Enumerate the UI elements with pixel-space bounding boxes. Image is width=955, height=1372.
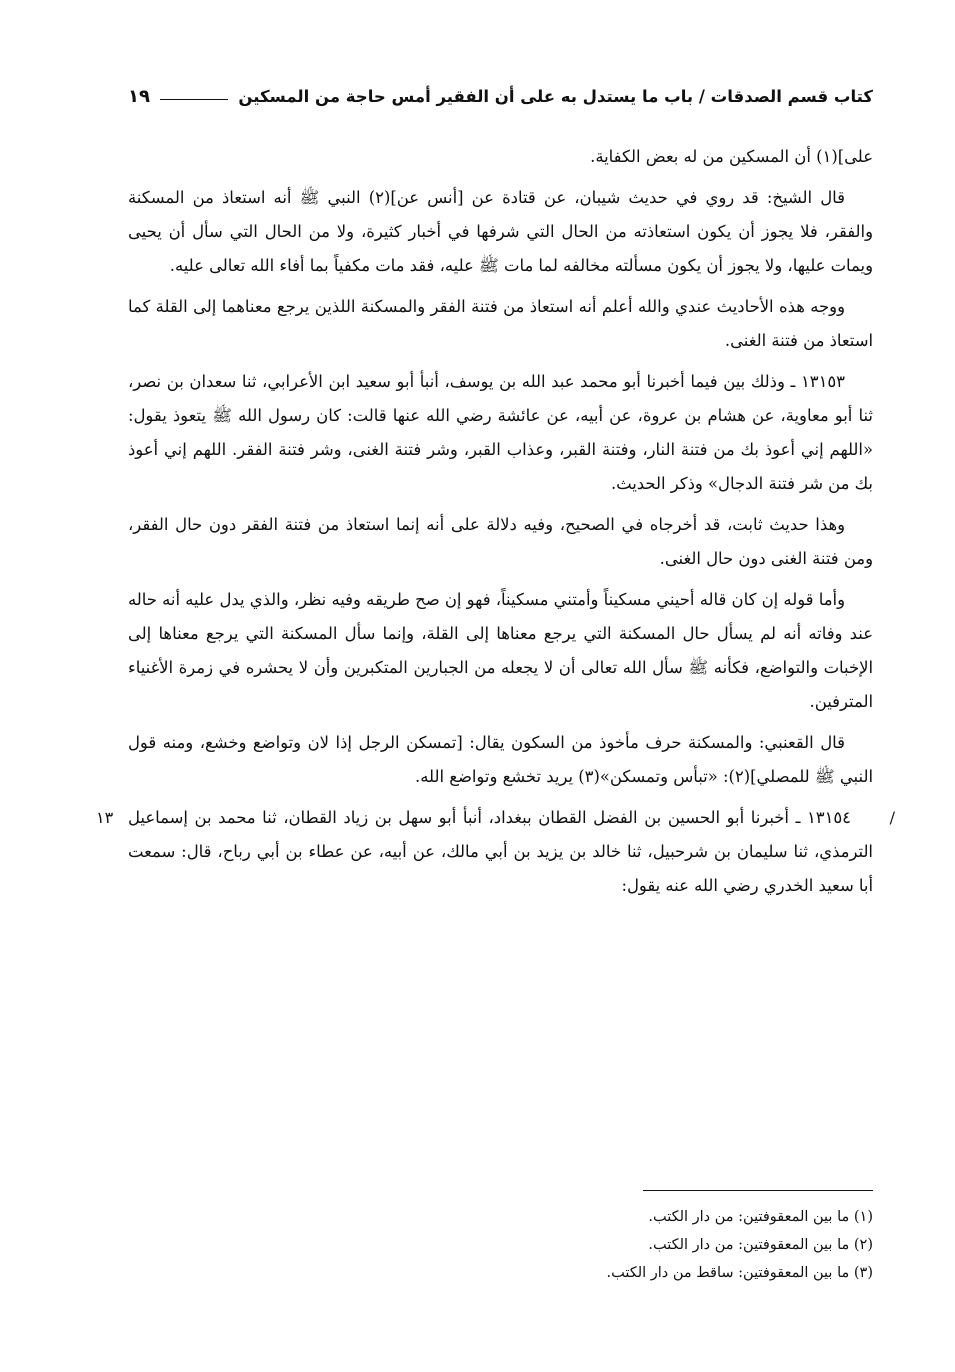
paragraph-continuation: على](١) أن المسكين من له بعض الكفاية. [590, 147, 873, 166]
margin-volume-number: ١٣ [96, 808, 114, 827]
paragraph-sheikh-comment: قال الشيخ: قد روي في حديث شيبان، عن قتادة عن [أنس عن](٢) النبي ﷺ أنه استعاذ من المسكنة والفقر، فلا يجوز أن يكون استعاذته من الحال التي شرفها في أخبار كثيرة، ولا من الحال التي سأل أن يحيى ويمات عليها، ولا يجوز أن يكون مسألته مخالفه لما مات ﷺ عليه، فقد مات مكفياً بما أفاء الله تعالى عليه. [128, 188, 873, 275]
paragraph-explanation: ووجه هذه الأحاديث عندي والله أعلم أنه استعاذ من فتنة الفقر والمسكنة اللذين يرجع معناهما إلى القلة كما استعاذ من فتنة الغنى. [128, 297, 873, 350]
paragraph-commentary: وأما قوله إن كان قاله أحيني مسكيناً وأمتني مسكيناً، فهو إن صح طريقه وفيه نظر، والذي يدل عليه أنه حاله عند وفاته أنه لم يسأل حال المسكنة التي يرجع معناها إلى القلة، وإنما سأل المسكنة التي يرجع معناها إلى الإخبات والتواضع، فكأنه ﷺ سأل الله تعالى أن لا يجعله من الجبارين المتكبرين وأن لا يحشره في زمرة الأغنياء المترفين. [128, 590, 873, 711]
footnote-separator [643, 1190, 873, 1191]
footnotes [128, 1203, 873, 1287]
page-number: ١٩ [128, 85, 150, 107]
paragraph-hadith-13154 [96, 801, 895, 903]
footnote-1: (١) ما بين المعقوفتين: من دار الكتب. [648, 1209, 873, 1225]
running-header [128, 78, 873, 114]
footnote-2: (٢) ما بين المعقوفتين: من دار الكتب. [648, 1237, 873, 1253]
paragraph-authentication: وهذا حديث ثابت، قد أخرجاه في الصحيح، وفيه دلالة على أنه إنما استعاذ من فتنة الفقر دون حال الفقر، ومن فتنة الغنى دون حال الغنى. [128, 515, 873, 568]
header-rule [160, 99, 228, 100]
footnote-3: (٣) ما بين المعقوفتين: ساقط من دار الكتب. [606, 1265, 873, 1281]
header-title: كتاب قسم الصدقات / باب ما يستدل به على أن الفقير أمس حاجة من المسكين [238, 86, 873, 106]
paragraph-hadith-13153: ١٣١٥٣ ـ وذلك بين فيما أخبرنا أبو محمد عبد الله بن يوسف، أنبأ أبو سعيد ابن الأعرابي، ثنا سعدان بن نصر، ثنا أبو معاوية، عن هشام بن عروة، عن أبيه، عن عائشة رضي الله عنها قالت: كان رسول الله ﷺ يتعوذ يقول: «اللهم إني أعوذ بك من فتنة النار، وفتنة القبر، وعذاب القبر، وشر فتنة الغنى، وشر فتنة الفقر. اللهم إني أعوذ بك من شر فتنة الدجال» وذكر الحديث. [128, 372, 873, 493]
hadith-13154-text: ١٣١٥٤ ـ أخبرنا أبو الحسين بن الفضل القطان ببغداد، أنبأ أبو سهل بن زياد القطان، ثنا محمد بن إسماعيل الترمذي، ثنا سليمان بن شرحبيل، ثنا خالد بن يزيد بن أبي مالك، عن أبيه، عن عطاء بن أبي رباح، قال: سمعت أبا سعيد الخدري رضي الله عنه يقول: [128, 808, 873, 895]
paragraph-qanabi: قال القعنبي: والمسكنة حرف مأخوذ من السكون يقال: [تمسكن الرجل إذا لان وتواضع وخشع، ومنه قول النبي ﷺ للمصلي](٢): «تبأس وتمسكن»(٣) يريد تخشع وتواضع الله. [128, 733, 873, 786]
main-text [96, 140, 895, 910]
margin-marker-right: / [889, 808, 895, 827]
